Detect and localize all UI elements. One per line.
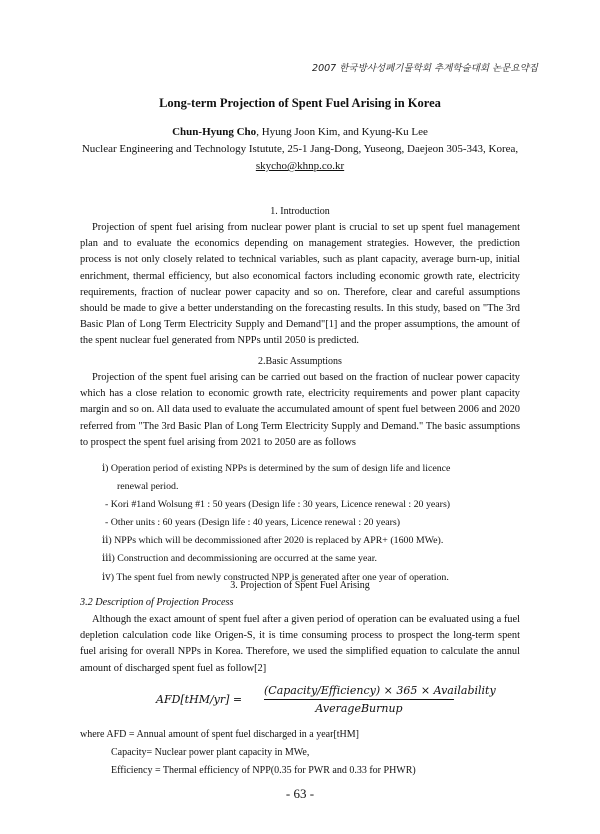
projection-text: Although the exact amount of spent fuel after a given period of operation can be evaluated using a fuel depletion calculation code like Origen-S, it is time consuming process to prospect the long-term spent fuel arising for overall NPPs in Korea. Therefore, we used the simplified equation to calculate the annul amount of discharged spent fuel as follow[2] [80,614,520,674]
assumptions-paragraph [80,370,520,451]
assumption-iii: ⅲ) Construction and decommissioning are occurred at the same year. [102,553,377,565]
page-number: - 63 - [285,786,315,801]
assumption-i: ⅰ) Operation period of existing NPPs is determined by the sum of design life and licence [102,463,451,474]
def-efficiency: Efficiency = Thermal efficiency of NPP(0.35 for PWR and 0.33 for PHWR) [111,765,416,776]
variable-definitions [80,726,416,780]
assumption-ii: ⅱ) NPPs which will be decommissioned after 2020 is replaced by APR+ (1600 MWe). [102,535,444,547]
projection-paragraph [80,612,520,677]
assumption-kori: - Kori #1and Wolsung #1 : 50 years (Design life : 30 years, Licence renewal : 20 years) [105,499,451,511]
equation-denominator: AverageBurnup [315,702,403,715]
author-email[interactable]: skycho@khnp.co.kr [255,160,345,172]
assumptions-heading: 2.Basic Assumptions [258,356,342,367]
projection-subheading: 3.2 Description of Projection Process [80,597,234,608]
equation-lhs: AFD[tHM/yr] = [156,693,243,706]
assumption-iv: ⅳ) The spent fuel from newly constructed NPP is generated after one year of operation. [102,571,449,583]
def-capacity: Capacity= Nuclear power plant capacity in MWe, [111,747,310,758]
lead-author: Chun-Hyung Cho [172,126,257,138]
assumption-other: - Other units : 60 years (Design life : 40 years, Licence renewal : 20 years) [105,517,401,529]
equation-fraction [264,684,496,715]
intro-heading: 1. Introduction [270,206,330,217]
assumption-i-cont: renewal period. [117,481,179,493]
intro-paragraph [80,220,520,350]
afd-equation [150,684,496,724]
paper-title: Long-term Projection of Spent Fuel Arising in Korea [159,96,441,110]
affiliation: Nuclear Engineering and Technology Istutute, 25-1 Jang-Dong, Yuseong, Daejeon 305-343, Korea, [81,143,519,155]
projection-heading: 3. Projection of Spent Fuel Arising [230,580,370,591]
author-block [0,124,600,175]
intro-text: Projection of spent fuel arising from nuclear power plant is crucial to set up spent fuel management plan and to evaluate the economics depending on management strategies. However, the prediction process is not only closely related to technical variables, such as plant capacity, average burn-up, initial enrichment, thermal efficiency, but also economical factors including economic growth rate, electricity requirements, fraction of nuclear power capacity and so on. Therefore, clear and careful assumptions should be made to give a better understanding on the forecasting results. In this study, based on "The 3rd Basic Plan of Long Term Electricity Supply and Demand"[1] and the proper assumptions, the amount of the spent nuclear fuel generated from NPPs until 2050 is predicted. [80,222,520,347]
assumptions-list [102,460,522,587]
co-authors: , Hyung Joon Kim, and Kyung-Ku Lee [256,126,428,138]
assumptions-text: Projection of the spent fuel arising can be carried out based on the fraction of nuclear power capacity which has a close relation to economic growth rate, electricity requirements and power plant capacity margin and so on. All data used to evaluate the accumulated amount of spent fuel between 2006 and 2020 referred from "The 3rd Basic Plan of Long Term Electricity Supply and Demand." The basic assumptions to prospect the spent fuel arising from 2021 to 2050 are as follows [80,372,520,448]
equation-numerator: (Capacity/Efficiency) × 365 × Availability [264,684,454,700]
def-afd: where AFD = Annual amount of spent fuel discharged in a year[tHM] [80,729,359,740]
conference-header: 2007 한국방사성폐기물학회 추계학술대회 논문요약집 [312,63,538,74]
